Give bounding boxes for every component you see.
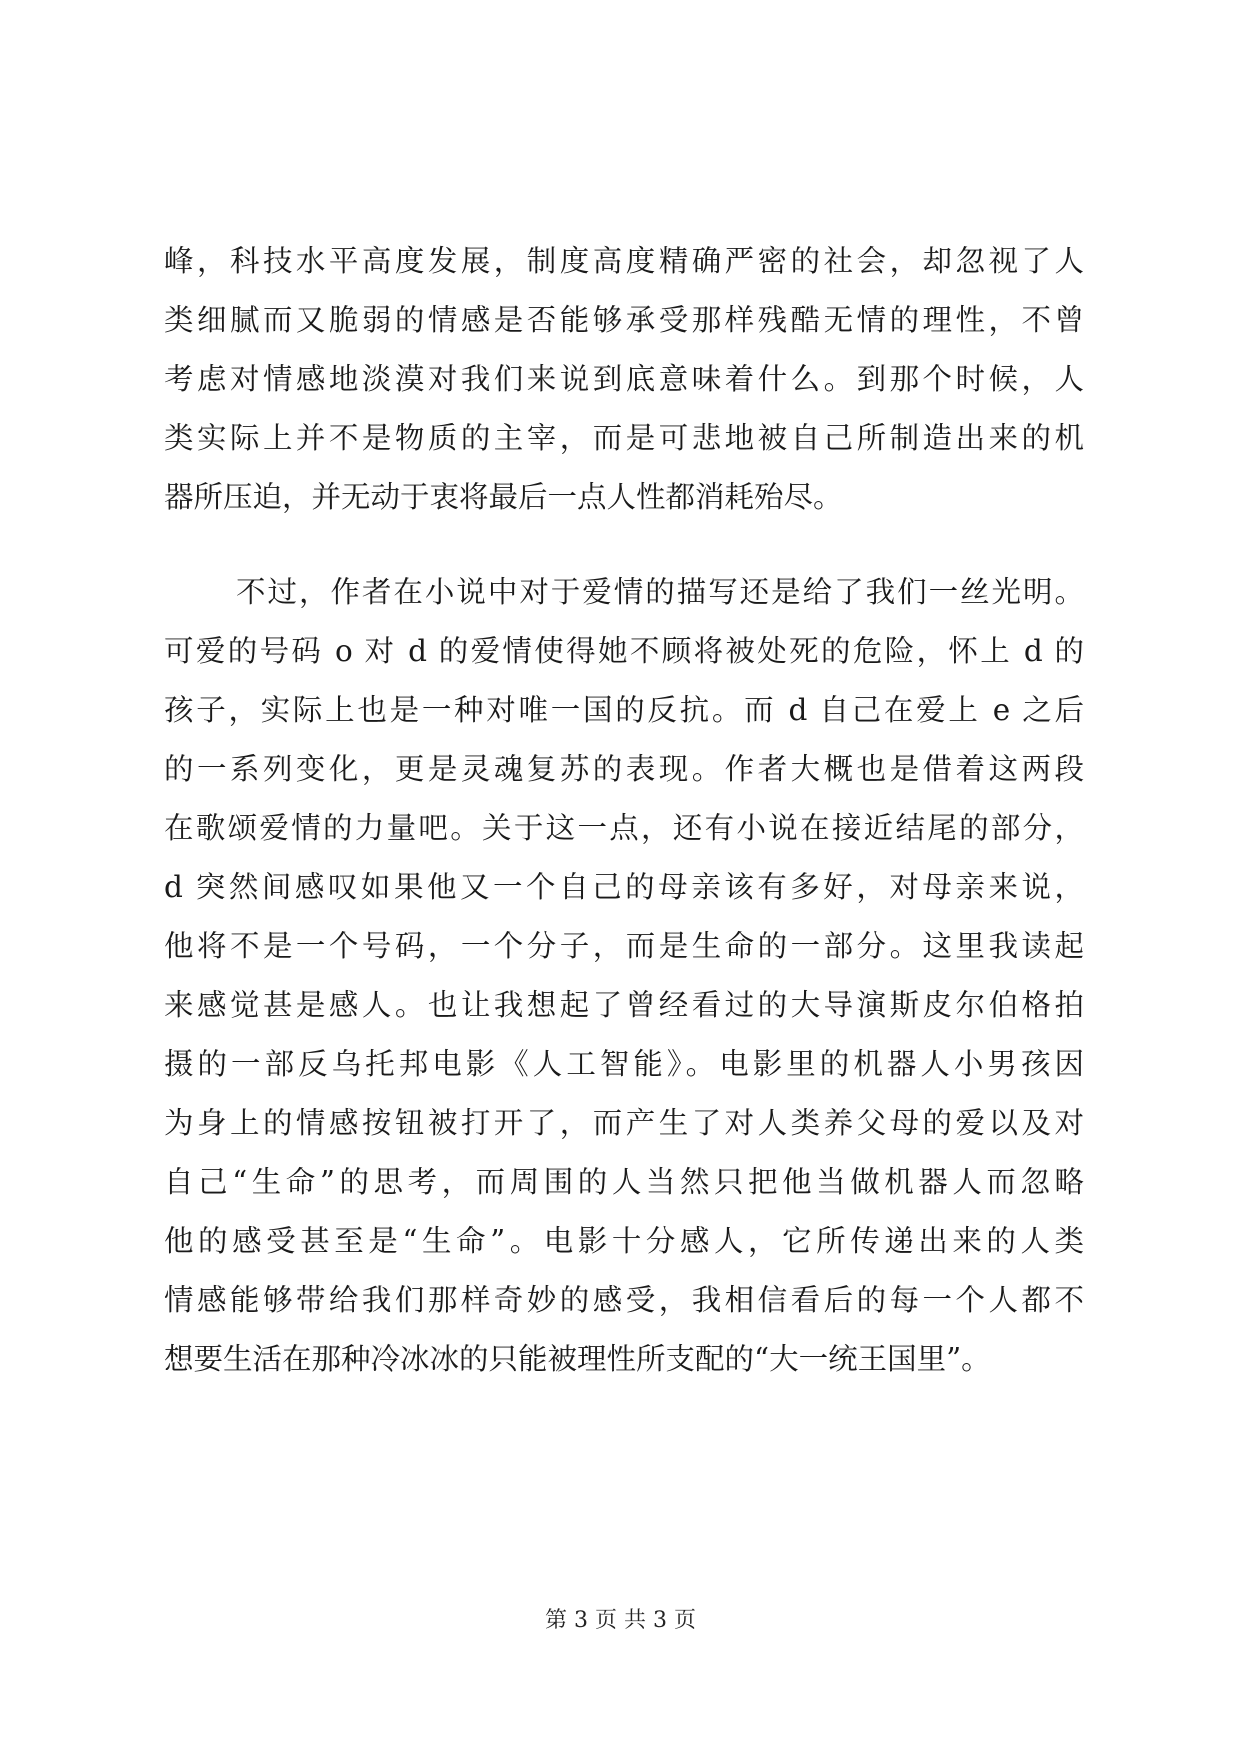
paragraph-line: 类细腻而又脆弱的情感是否能够承受那样残酷无情的理性，不曾 [164, 303, 1084, 337]
paragraph-line: 类实际上并不是物质的主宰，而是可悲地被自己所制造出来的机 [164, 421, 1084, 455]
paragraph-line: 不过，作者在小说中对于爱情的描写还是给了我们一丝光明。 [236, 575, 1084, 609]
paragraph-line: 在歌颂爱情的力量吧。关于这一点，还有小说在接近结尾的部分， [164, 811, 1084, 845]
page-footer [0, 1606, 1241, 1636]
paragraph-line: 的一系列变化，更是灵魂复苏的表现。作者大概也是借着这两段 [164, 752, 1084, 786]
paragraph-line: 来感觉甚是感人。也让我想起了曾经看过的大导演斯皮尔伯格拍 [164, 988, 1084, 1022]
paragraph-line: 情感能够带给我们那样奇妙的感受，我相信看后的每一个人都不 [164, 1283, 1084, 1317]
page-number-label: 第 3 页 共 3 页 [545, 1608, 696, 1633]
paragraph-line: 峰，科技水平高度发展，制度高度精确严密的社会，却忽视了人 [164, 244, 1084, 278]
paragraph-line: 自己“生命”的思考，而周围的人当然只把他当做机器人而忽略 [164, 1165, 1084, 1199]
paragraph-line: 孩子，实际上也是一种对唯一国的反抗。而 d 自己在爱上 e 之后 [164, 693, 1084, 727]
paragraph-2 [164, 563, 1084, 1389]
paragraph-line: 摄的一部反乌托邦电影《人工智能》。电影里的机器人小男孩因 [164, 1047, 1084, 1081]
paragraph-line: 可爱的号码 o 对 d 的爱情使得她不顾将被处死的危险，怀上 d 的 [164, 634, 1084, 668]
paragraph-1 [164, 232, 1084, 527]
paragraph-line: 器所压迫，并无动于衷将最后一点人性都消耗殆尽。 [164, 480, 843, 514]
paragraph-line: 他的感受甚至是“生命”。电影十分感人，它所传递出来的人类 [164, 1224, 1084, 1258]
paragraph-line: 他将不是一个号码，一个分子，而是生命的一部分。这里我读起 [164, 929, 1084, 963]
paragraph-line: 为身上的情感按钮被打开了，而产生了对人类养父母的爱以及对 [164, 1106, 1084, 1140]
paragraph-line: 想要生活在那种冷冰冰的只能被理性所支配的“大一统王国里”。 [164, 1342, 991, 1376]
paragraph-line: d 突然间感叹如果他又一个自己的母亲该有多好，对母亲来说， [164, 870, 1084, 904]
paragraph-line: 考虑对情感地淡漠对我们来说到底意味着什么。到那个时候，人 [164, 362, 1084, 396]
